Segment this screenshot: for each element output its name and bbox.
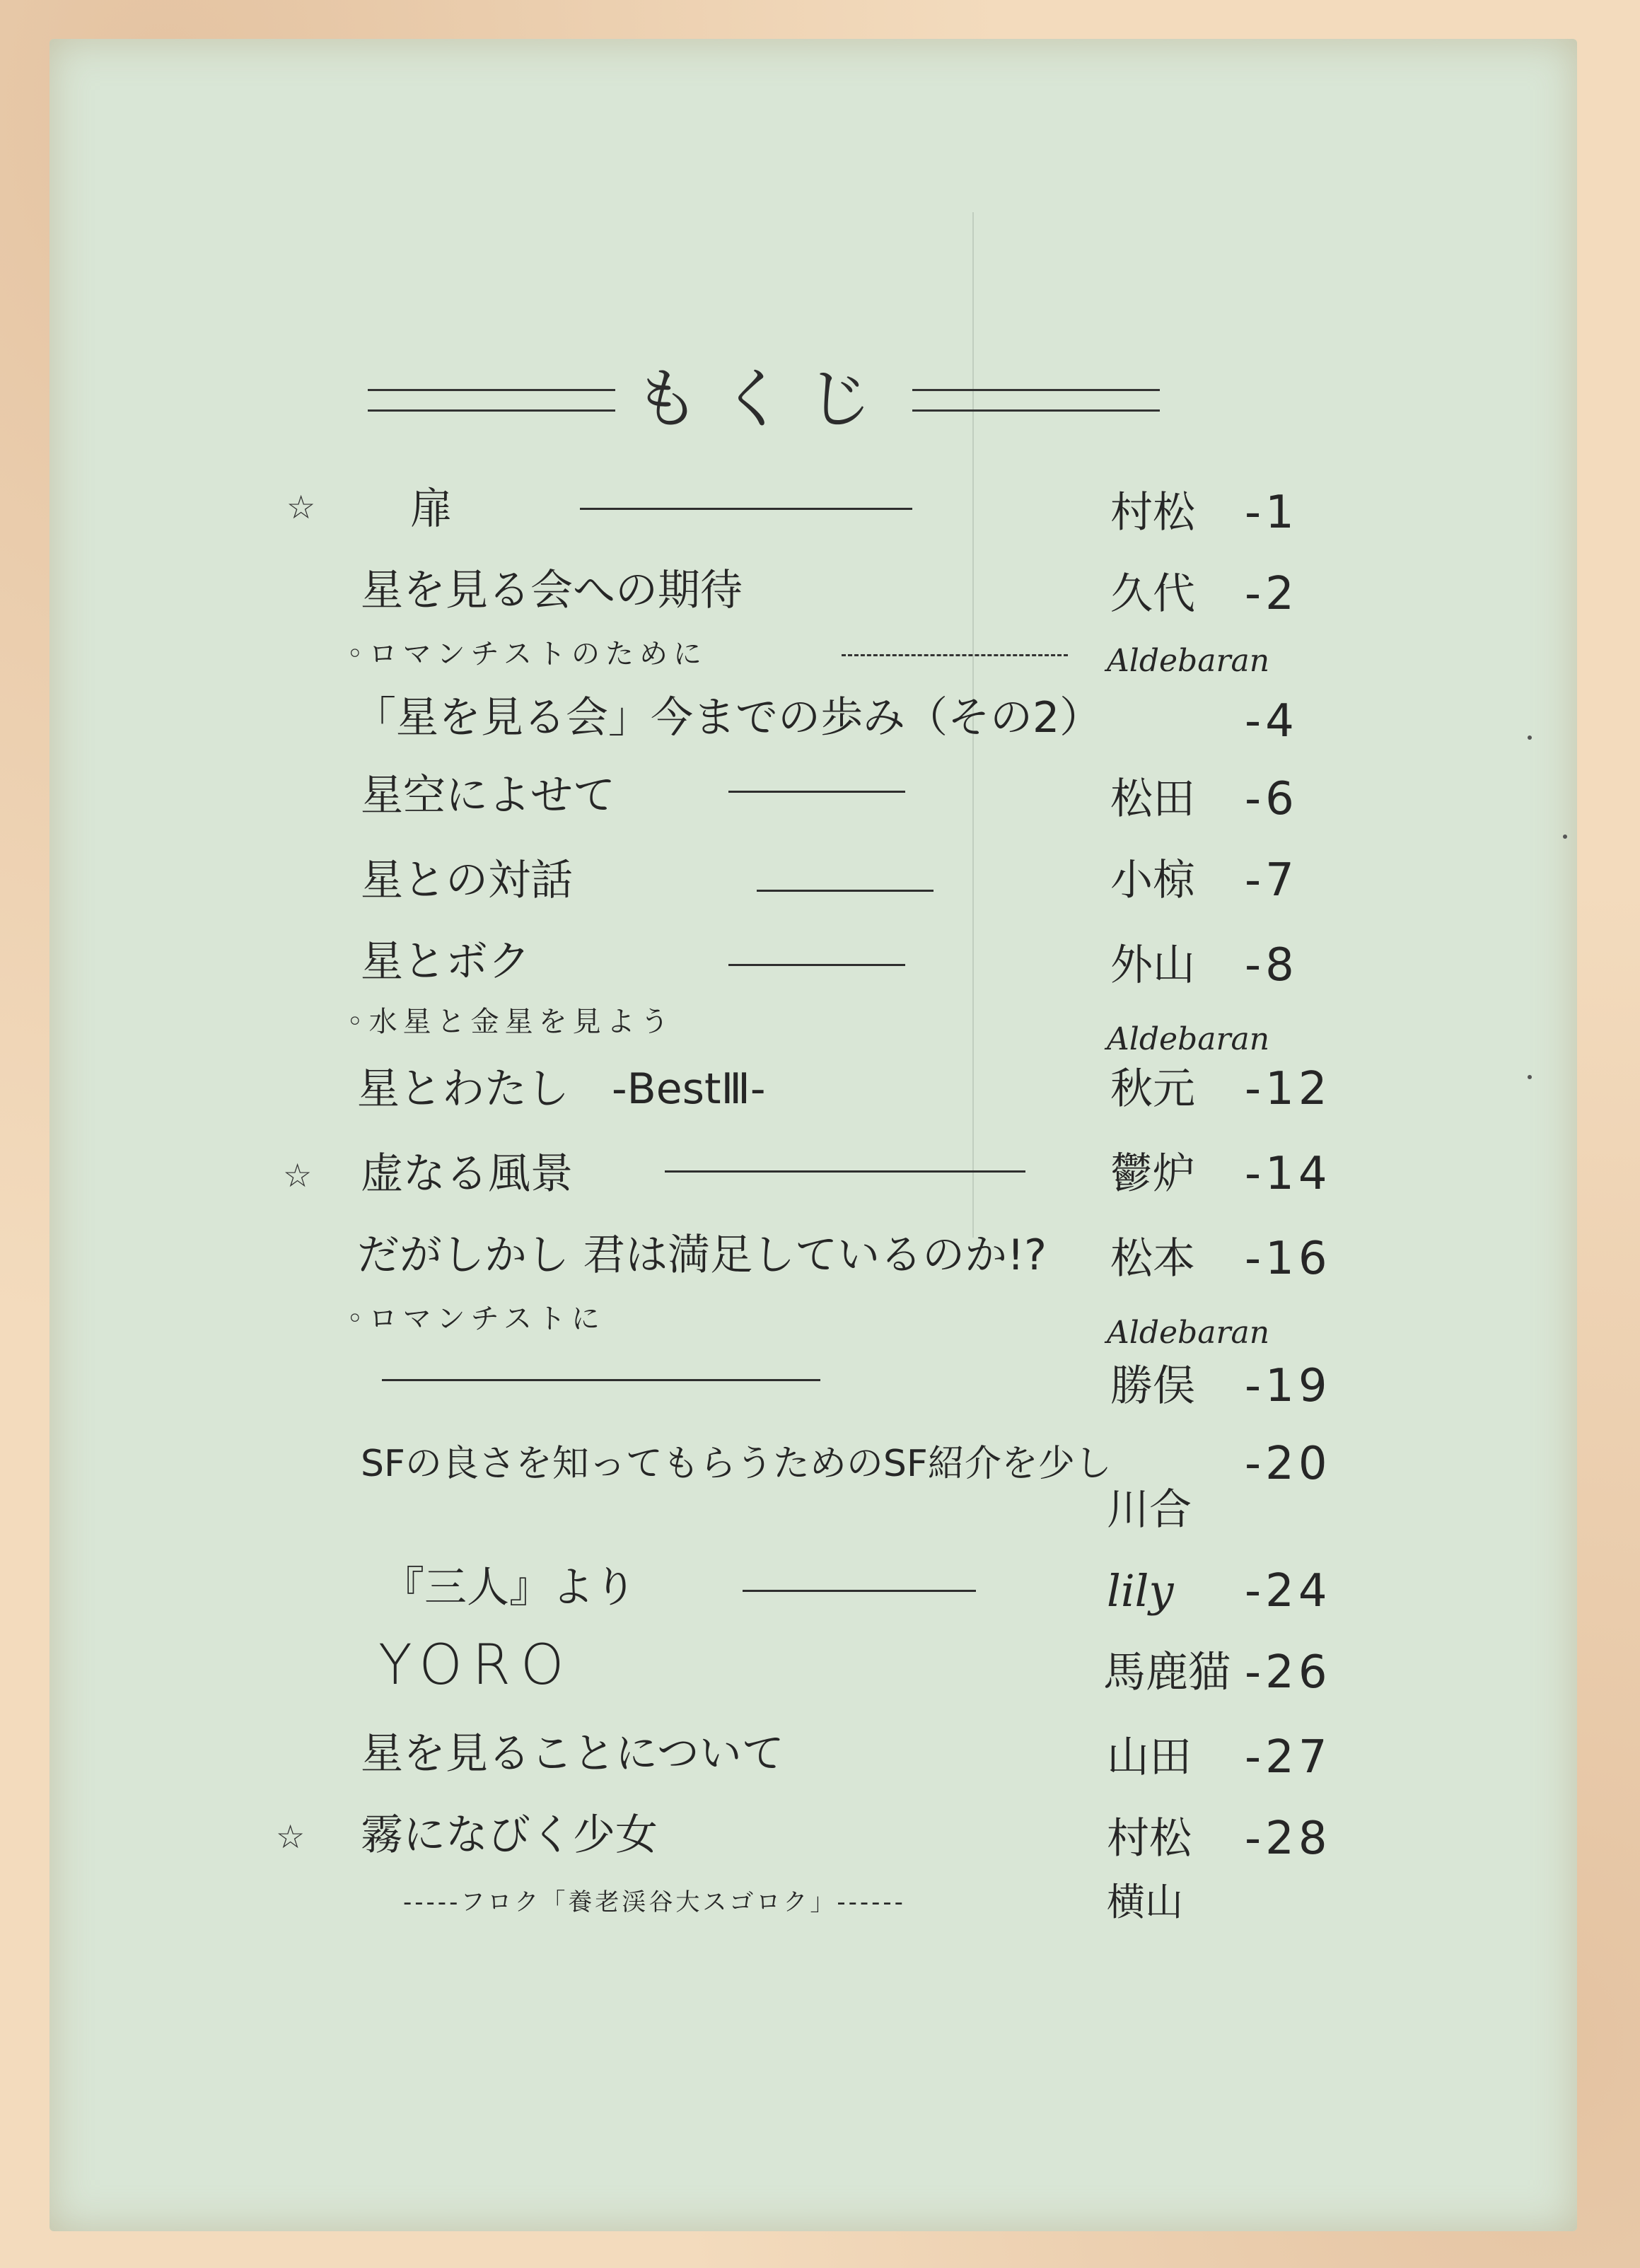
toc-title: だがしかし 君は満足しているのか!? — [357, 1231, 1047, 1280]
toc-subtitle: -----フロク「養老渓谷大スゴロク」------ — [403, 1888, 906, 1917]
toc-author: Aldebaran — [1107, 643, 1270, 679]
toc-page: -28 — [1245, 1813, 1332, 1865]
toc-title: SFの良さを知ってもらうためのSF紹介を少し — [361, 1443, 1112, 1485]
toc-subtitle: ◦ロマンチストに — [347, 1303, 605, 1335]
toc-subtitle: ◦水星と金星を見よう — [347, 1006, 675, 1038]
toc-page: -16 — [1245, 1233, 1332, 1285]
toc-title: 扉 — [410, 484, 453, 534]
star-mark: ☆ — [283, 1156, 313, 1194]
toc-title: 虚なる風景 — [361, 1149, 573, 1199]
toc-author: 小椋 — [1110, 856, 1195, 905]
toc-page: -26 — [1245, 1646, 1332, 1699]
leader-line — [757, 890, 934, 892]
toc-author: 山田 — [1107, 1733, 1192, 1782]
toc-author: 勝俣 — [1110, 1361, 1195, 1411]
toc-subtitle: ◦ロマンチストのために — [347, 638, 707, 670]
leader-line — [728, 964, 905, 966]
toc-title: 星とボク — [361, 937, 530, 987]
toc-author: 馬鹿猫 — [1103, 1648, 1231, 1697]
toc-author: 横山 — [1107, 1880, 1183, 1924]
toc-page: -7 — [1245, 854, 1298, 907]
toc-author: 秋元 — [1110, 1064, 1195, 1114]
star-mark: ☆ — [286, 488, 316, 526]
page-title: もくじ — [634, 361, 893, 437]
toc-page: -14 — [1245, 1148, 1332, 1200]
toc-page: -27 — [1245, 1731, 1332, 1784]
leader-dash — [842, 654, 1068, 656]
leader-line — [580, 508, 912, 510]
toc-author: 鬱炉 — [1110, 1149, 1195, 1199]
toc-author: Aldebaran — [1107, 1315, 1270, 1351]
toc-author: 村松 — [1110, 488, 1195, 537]
toc-page: -6 — [1245, 773, 1298, 825]
toc-title: 星との対話 — [361, 856, 573, 905]
toc-title: 星とわたし -BestⅢ- — [357, 1064, 766, 1114]
toc-title: 星空によせて — [361, 771, 615, 820]
toc-page: -8 — [1245, 939, 1298, 991]
toc-page: -2 — [1245, 568, 1298, 620]
toc-title: 霧になびく少女 — [361, 1810, 658, 1860]
toc-page: -20 — [1245, 1438, 1332, 1490]
toc-author: 外山 — [1110, 941, 1195, 990]
toc-title: YORO — [378, 1634, 574, 1697]
toc-author: 村松 — [1107, 1814, 1192, 1863]
leader-line — [728, 791, 905, 793]
toc-author: Aldebaran — [1107, 1021, 1270, 1057]
toc-page: -12 — [1245, 1063, 1332, 1115]
toc-author: 松本 — [1110, 1234, 1195, 1284]
leader-line — [743, 1590, 976, 1592]
toc-title: 星を見る会への期待 — [361, 566, 743, 615]
toc-title: 星を見ることについて — [361, 1729, 784, 1779]
toc-author: 久代 — [1110, 569, 1195, 619]
toc-title: 『三人』より — [382, 1563, 636, 1612]
toc-page: -1 — [1245, 487, 1298, 539]
toc-author: 川合 — [1107, 1485, 1192, 1535]
toc-author: lily — [1107, 1565, 1174, 1617]
toc-author: 松田 — [1110, 774, 1195, 824]
leader-line — [665, 1170, 1025, 1173]
toc-page: -24 — [1245, 1565, 1332, 1617]
leader-line — [382, 1379, 820, 1381]
toc-page: -19 — [1245, 1360, 1332, 1412]
toc-title: 「星を見る会」今までの歩み（その2） — [354, 693, 1103, 743]
toc-page: -4 — [1245, 695, 1298, 748]
star-mark: ☆ — [276, 1818, 306, 1856]
